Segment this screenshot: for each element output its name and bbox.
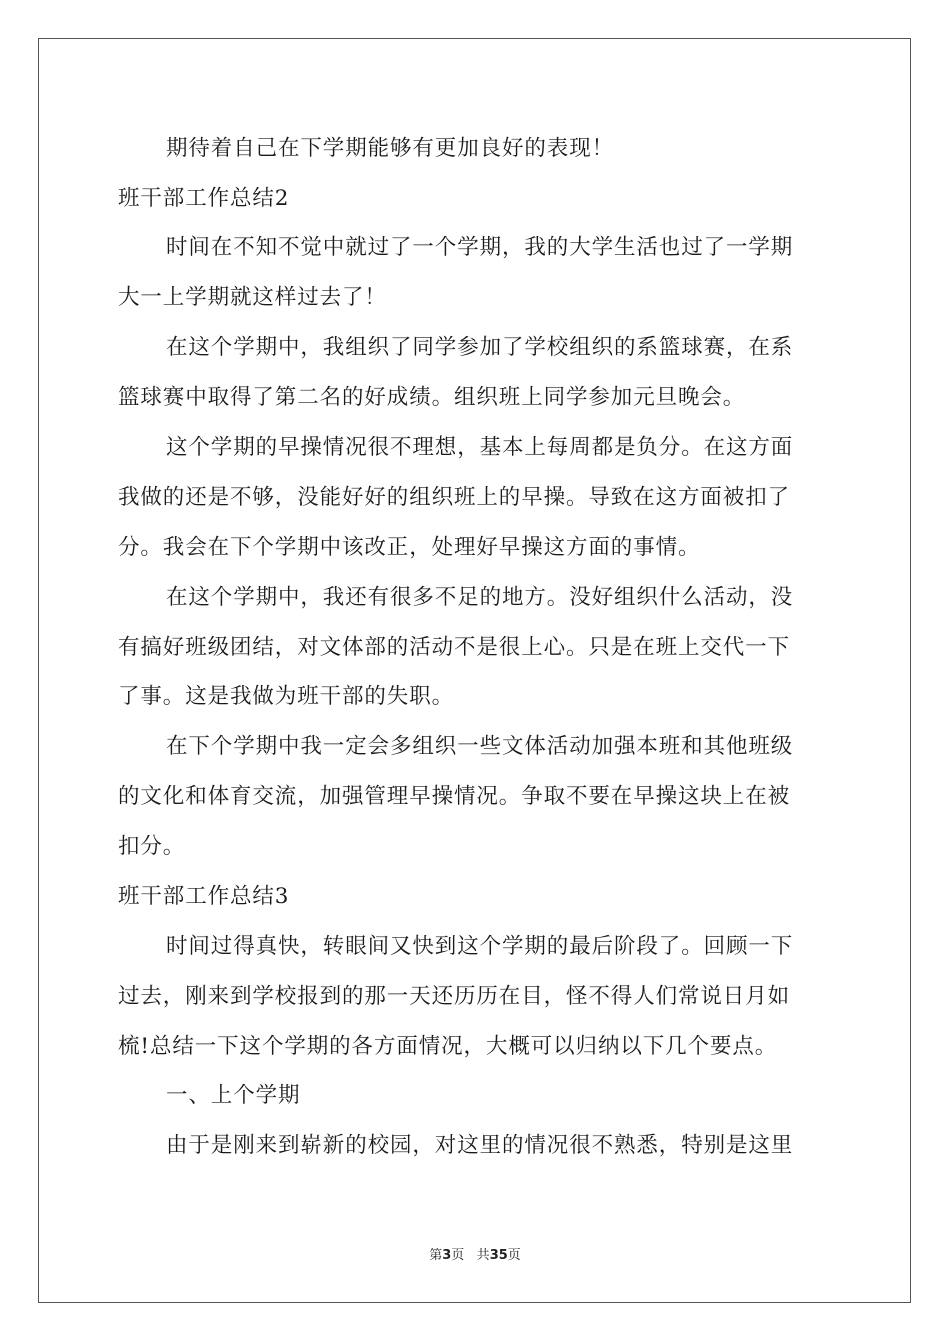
paragraph-line: 梳!总结一下这个学期的各方面情况，大概可以归纳以下几个要点。 bbox=[118, 1034, 778, 1059]
paragraph-line: 时间过得真快，转眼间又快到这个学期的最后阶段了。回顾一下 bbox=[166, 934, 794, 959]
section-heading: 班干部工作总结3 bbox=[118, 884, 290, 909]
paragraph-line: 由于是刚来到崭新的校园，对这里的情况很不熟悉，特别是这里 bbox=[166, 1133, 794, 1158]
subheading: 一、上个学期 bbox=[166, 1083, 301, 1108]
paragraph-line: 在这个学期中，我还有很多不足的地方。没好组织什么活动，没 bbox=[166, 585, 794, 610]
footer-prefix: 第 bbox=[429, 1248, 443, 1263]
paragraph-line: 这个学期的早操情况很不理想，基本上每周都是负分。在这方面 bbox=[166, 435, 794, 460]
page-number: 3 bbox=[442, 1248, 452, 1263]
page-border bbox=[38, 38, 911, 1303]
paragraph-line: 大一上学期就这样过去了！ bbox=[118, 285, 387, 310]
footer-total-suffix: 页 bbox=[507, 1248, 521, 1263]
paragraph-line: 的文化和体育交流，加强管理早操情况。争取不要在早操这块上在被 bbox=[118, 784, 791, 809]
paragraph-line: 在下个学期中我一定会多组织一些文体活动加强本班和其他班级 bbox=[166, 734, 794, 759]
footer-total-prefix: 共 bbox=[476, 1248, 490, 1263]
total-pages: 35 bbox=[489, 1248, 508, 1263]
paragraph-line: 我做的还是不够，没能好好的组织班上的早操。导致在这方面被扣了 bbox=[118, 485, 791, 510]
paragraph-line: 期待着自己在下学期能够有更加良好的表现！ bbox=[166, 136, 615, 161]
paragraph-line: 时间在不知不觉中就过了一个学期，我的大学生活也过了一学期 bbox=[166, 235, 794, 260]
paragraph-line: 过去，刚来到学校报到的那一天还历历在目，怪不得人们常说日月如 bbox=[118, 984, 791, 1009]
page-footer bbox=[0, 1244, 950, 1263]
paragraph-line: 有搞好班级团结，对文体部的活动不是很上心。只是在班上交代一下 bbox=[118, 635, 791, 660]
paragraph-line: 在这个学期中，我组织了同学参加了学校组织的系篮球赛，在系 bbox=[166, 335, 794, 360]
paragraph-line: 分。我会在下个学期中该改正，处理好早操这方面的事情。 bbox=[118, 535, 701, 560]
paragraph-line: 扣分。 bbox=[118, 834, 186, 859]
footer-page-suffix: 页 bbox=[451, 1248, 465, 1263]
paragraph-line: 篮球赛中取得了第二名的好成绩。组织班上同学参加元旦晚会。 bbox=[118, 385, 746, 410]
paragraph-line: 了事。这是我做为班干部的失职。 bbox=[118, 684, 455, 709]
section-heading: 班干部工作总结2 bbox=[118, 186, 290, 211]
